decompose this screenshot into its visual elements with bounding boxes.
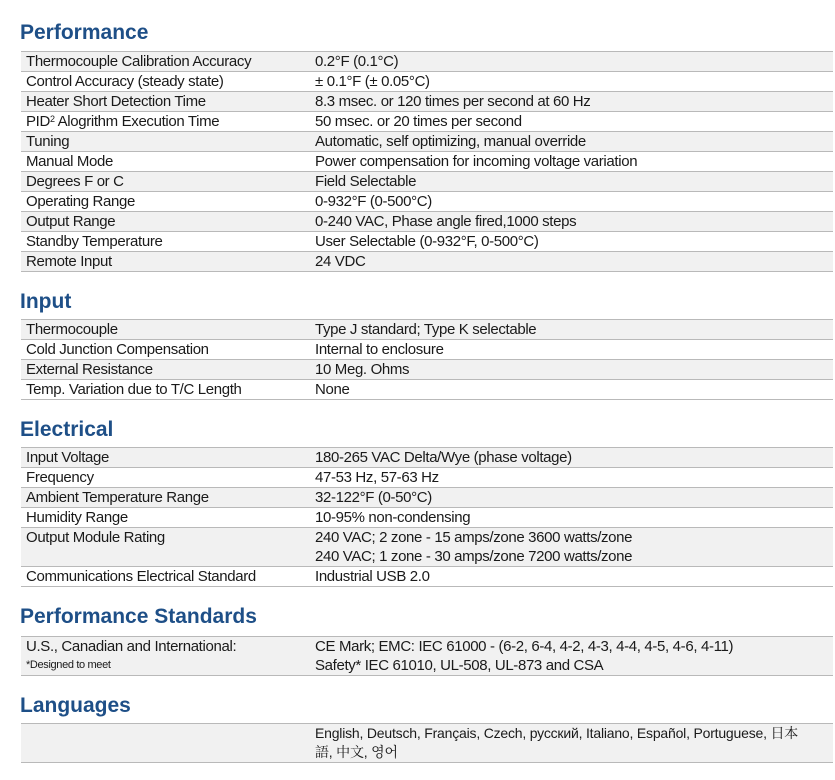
superscript: 2 [49, 114, 55, 124]
row-label: Temp. Variation due to T/C Length [26, 381, 242, 398]
table-row [21, 72, 833, 92]
languages-table [21, 723, 833, 763]
row-label: Manual Mode [26, 153, 114, 170]
row-label: Output Module Rating [26, 529, 165, 546]
table-row [21, 468, 833, 488]
table-row [21, 192, 833, 212]
table-row [21, 340, 833, 360]
row-label: Frequency [26, 469, 94, 486]
row-label: Tuning [26, 133, 70, 150]
row-value: 0-932°F (0-500°C) [315, 193, 432, 210]
section-heading-languages: Languages [20, 694, 131, 717]
row-label: Humidity Range [26, 509, 128, 526]
section-heading-standards: Performance Standards [20, 605, 257, 628]
row-label: Operating Range [26, 193, 135, 210]
table-row [21, 637, 833, 676]
table-row [21, 508, 833, 528]
section-heading-input: Input [20, 290, 72, 313]
label-line: U.S., Canadian and International: [26, 638, 237, 655]
row-value: Industrial USB 2.0 [315, 568, 430, 585]
value-line: 240 VAC; 1 zone - 30 amps/zone 7200 watts/zone [315, 548, 633, 565]
row-label: Output Range [26, 213, 116, 230]
section-heading-electrical: Electrical [20, 418, 114, 441]
row-label: Input Voltage [26, 449, 110, 466]
performance-table [21, 51, 833, 272]
table-row [21, 232, 833, 252]
value-line: 240 VAC; 2 zone - 15 amps/zone 3600 watts/zone [315, 529, 633, 546]
row-value: 50 msec. or 20 times per second [315, 113, 522, 130]
table-row [21, 52, 833, 72]
row-label: Remote Input [26, 253, 112, 270]
label-note: *Designed to meet [26, 659, 111, 671]
row-value: Automatic, self optimizing, manual override [315, 133, 586, 150]
row-value: 47-53 Hz, 57-63 Hz [315, 469, 439, 486]
table-row [21, 448, 833, 468]
row-value: 8.3 msec. or 120 times per second at 60 Hz [315, 93, 591, 110]
table-row [21, 172, 833, 192]
row-label: Thermocouple [26, 321, 118, 338]
electrical-table [21, 447, 833, 587]
row-value: English, Deutsch, Français, Czech, русский, Italiano, Español, Portuguese, 日本語, 中文, 영어 [315, 725, 799, 760]
table-row [21, 92, 833, 112]
value-line: Safety* IEC 61010, UL-508, UL-873 and CSA [315, 657, 604, 674]
row-label: Communications Electrical Standard [26, 568, 256, 585]
table-row [21, 252, 833, 272]
row-value: ± 0.1°F (± 0.05°C) [315, 73, 430, 90]
table-row [21, 112, 833, 132]
table-row [21, 152, 833, 172]
table-row [21, 528, 833, 567]
label-text: PID [26, 113, 50, 130]
table-row [21, 360, 833, 380]
row-label: Control Accuracy (steady state) [26, 73, 224, 90]
row-value: 0-240 VAC, Phase angle fired,1000 steps [315, 213, 577, 230]
table-row [21, 320, 833, 340]
table-row [21, 724, 833, 763]
row-value: Type J standard; Type K selectable [315, 321, 537, 338]
row-value: Internal to enclosure [315, 341, 444, 358]
standards-table [21, 636, 833, 676]
row-value: Field Selectable [315, 173, 417, 190]
table-row [21, 567, 833, 587]
row-label: Heater Short Detection Time [26, 93, 206, 110]
row-value: 32-122°F (0-50°C) [315, 489, 432, 506]
section-heading-performance: Performance [20, 21, 149, 44]
table-row [21, 380, 833, 400]
row-label: Thermocouple Calibration Accuracy [26, 53, 252, 70]
row-value [315, 637, 833, 675]
label-text: Alogrithm Execution Time [54, 113, 220, 130]
row-value [315, 528, 833, 566]
row-value: None [315, 381, 350, 398]
row-value: User Selectable (0-932°F, 0-500°C) [315, 233, 539, 250]
table-row [21, 132, 833, 152]
row-label [21, 724, 315, 762]
row-value: 10-95% non-condensing [315, 509, 471, 526]
input-table [21, 319, 833, 400]
row-label [21, 112, 315, 131]
row-value: 0.2°F (0.1°C) [315, 53, 399, 70]
value-line: CE Mark; EMC: IEC 61000 - (6-2, 6-4, 4-2, 4-3, 4-4, 4-5, 4-6, 4-11) [315, 638, 734, 655]
row-label: External Resistance [26, 361, 153, 378]
row-label: Degrees F or C [26, 173, 124, 190]
row-value: Power compensation for incoming voltage variation [315, 153, 638, 170]
row-label: Standby Temperature [26, 233, 163, 250]
row-label: Cold Junction Compensation [26, 341, 209, 358]
row-value: 24 VDC [315, 253, 366, 270]
row-label [21, 637, 315, 675]
table-row [21, 212, 833, 232]
row-label: Ambient Temperature Range [26, 489, 209, 506]
row-value: 180-265 VAC Delta/Wye (phase voltage) [315, 449, 572, 466]
table-row [21, 488, 833, 508]
row-value: 10 Meg. Ohms [315, 361, 410, 378]
